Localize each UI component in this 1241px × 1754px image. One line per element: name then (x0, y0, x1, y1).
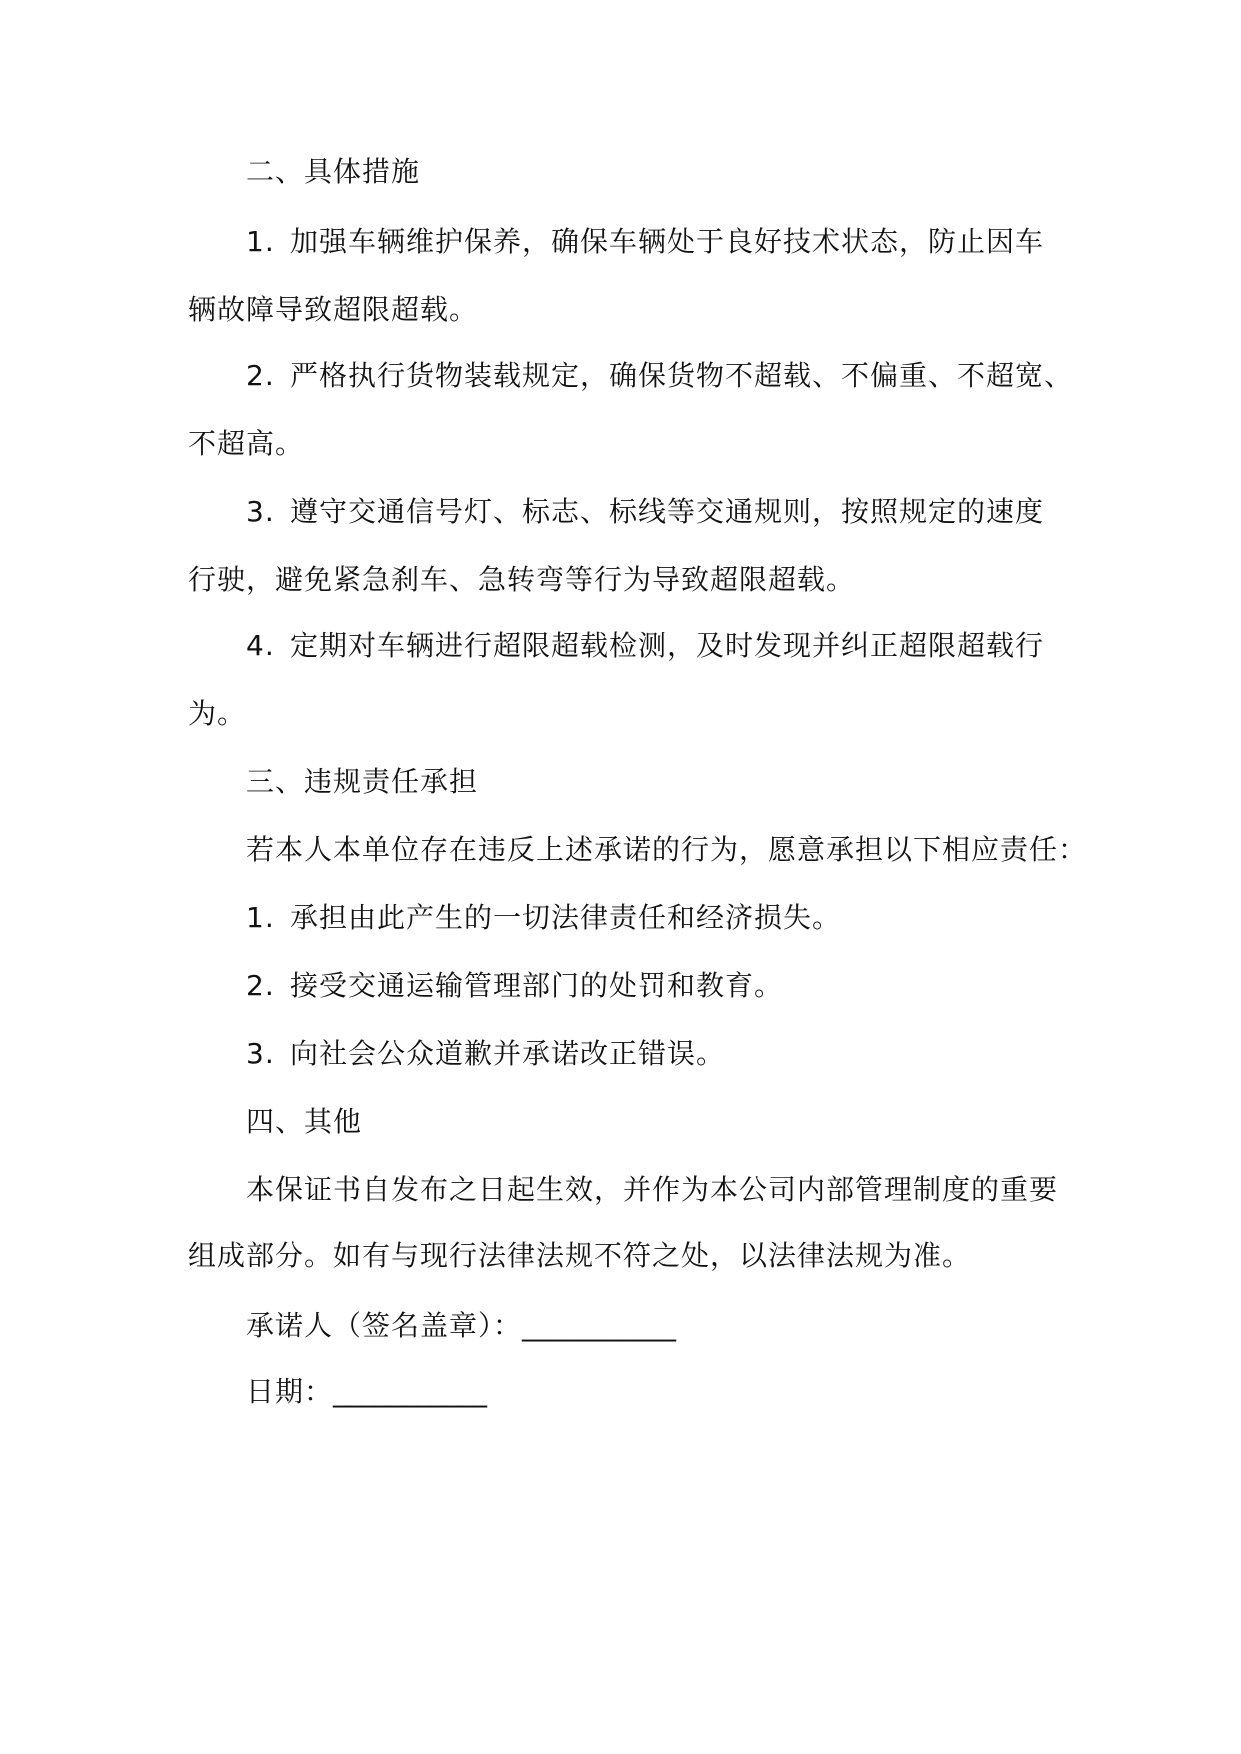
section-4-paragraph-line-1: 本保证书自发布之日起生效，并作为本公司内部管理制度的重要 (246, 1173, 1059, 1206)
signature-label: 承诺人（签名盖章）： (246, 1309, 523, 1342)
section-3-intro: 若本人本单位存在违反上述承诺的行为，愿意承担以下相应责任： (246, 833, 1088, 866)
section-2-item-3 (246, 494, 1044, 530)
item-number: 4. (246, 629, 275, 662)
section-4-paragraph-line-2: 组成部分。如有与现行法律法规不符之处，以法律法规为准。 (188, 1239, 972, 1272)
section-2-item-4 (246, 628, 1044, 664)
item-number: 1. (246, 225, 275, 258)
item-number: 3. (246, 1037, 275, 1070)
section-2-item-3-continuation: 行驶，避免紧急刹车、急转弯等行为导致超限超载。 (188, 563, 856, 596)
section-3-item-3 (246, 1036, 725, 1072)
item-number: 2. (246, 359, 275, 392)
section-2-item-1-continuation: 辆故障导致超限超载。 (188, 293, 479, 326)
item-number: 3. (246, 495, 275, 528)
item-text: 遵守交通信号灯、标志、标线等交通规则，按照规定的速度 (290, 495, 1045, 528)
section-2-heading: 二、具体措施 (246, 155, 421, 188)
item-text: 接受交通运输管理部门的处罚和教育。 (290, 969, 784, 1002)
section-2-item-2 (246, 358, 1073, 394)
item-number: 1. (246, 901, 275, 934)
item-text: 加强车辆维护保养，确保车辆处于良好技术状态，防止因车 (290, 225, 1045, 258)
section-3-heading: 三、违规责任承担 (246, 765, 479, 798)
item-text: 定期对车辆进行超限超载检测，及时发现并纠正超限超载行 (290, 629, 1045, 662)
item-text: 向社会公众道歉并承诺改正错误。 (290, 1037, 726, 1070)
signature-blank[interactable]: ___________ (522, 1309, 677, 1342)
date-label: 日期： (246, 1375, 334, 1408)
item-number: 2. (246, 969, 275, 1002)
section-2-item-2-continuation: 不超高。 (188, 427, 305, 460)
section-3-item-1 (246, 900, 841, 936)
signature-line (246, 1308, 676, 1344)
item-text: 严格执行货物装载规定，确保货物不超载、不偏重、不超宽、 (290, 359, 1074, 392)
section-3-item-2 (246, 968, 783, 1004)
section-2-item-1 (246, 224, 1044, 260)
date-line (246, 1374, 487, 1410)
item-text: 承担由此产生的一切法律责任和经济损失。 (290, 901, 842, 934)
section-4-heading: 四、其他 (246, 1105, 363, 1138)
section-2-item-4-continuation: 为。 (188, 697, 247, 730)
date-blank[interactable]: ___________ (333, 1375, 488, 1408)
